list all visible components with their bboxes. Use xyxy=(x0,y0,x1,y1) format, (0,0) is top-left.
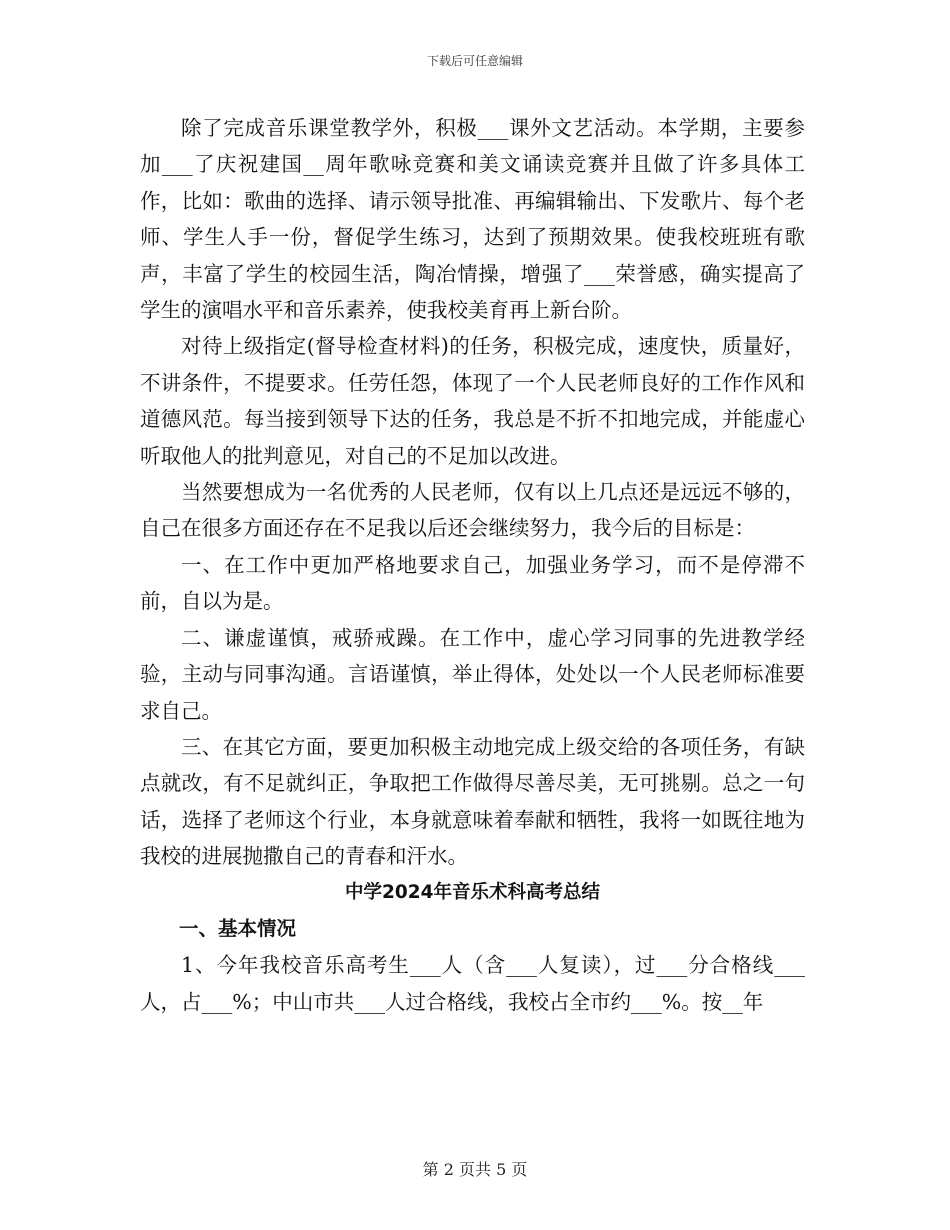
document-body xyxy=(140,110,805,1020)
section-title: 中学2024年音乐术科高考总结 xyxy=(345,881,600,903)
paragraph-goal-three: 三、在其它方面，要更加积极主动地完成上级交给的各项任务，有缺点就改，有不足就纠正，争取把工作做得尽善尽美，无可挑剔。总之一句话，选择了老师这个行业，本身就意味着奉献和牺牲，我将一如既往地为我校的进展抛撒自己的青春和汗水。 xyxy=(140,734,805,869)
paragraph-assigned-tasks: 对待上级指定(督导检查材料)的任务，积极完成，速度快，质量好，不讲条件，不提要求。任劳任怨，体现了一个人民老师良好的工作作风和道德风范。每当接到领导下达的任务，我总是不折不扣地完成，并能虚心听取他人的批判意见，对自己的不足加以改进。 xyxy=(140,334,805,468)
paragraph-goal-one: 一、在工作中更加严格地要求自己，加强业务学习，而不是停滞不前，自以为是。 xyxy=(140,552,805,614)
paragraph-goals-intro: 当然要想成为一名优秀的人民老师，仅有以上几点还是远远不够的，自己在很多方面还存在不足我以后还会继续努力，我今后的目标是： xyxy=(140,480,805,541)
paragraph-basic-info: 1、今年我校音乐高考生___人（含___人复读），过___分合格线___人，占___%；中山市共___人过合格线，我校占全市约___%。按__年 xyxy=(140,953,805,1014)
page-number: 第 2 页共 5 页 xyxy=(422,1160,528,1179)
section-subheading: 一、基本情况 xyxy=(179,916,297,940)
paragraph-extracurricular: 除了完成音乐课堂教学外，积极___课外文艺活动。本学期，主要参加___了庆祝建国__周年歌咏竞赛和美文诵读竞赛并且做了许多具体工作，比如：歌曲的选择、请示领导批准、再编辑输出、下发歌片、每个老师、学生人手一份，督促学生练习，达到了预期效果。使我校班班有歌声，丰富了学生的校园生活，陶冶情操，增强了___荣誉感，确实提高了学生的演唱水平和音乐素养，使我校美育再上新台阶。 xyxy=(140,116,805,323)
paragraph-goal-two: 二、谦虚谨慎，戒骄戒躁。在工作中，虚心学习同事的先进教学经验，主动与同事沟通。言语谨慎，举止得体，处处以一个人民老师标准要求自己。 xyxy=(140,625,805,723)
header-note: 下载后可任意编辑 xyxy=(426,54,523,68)
